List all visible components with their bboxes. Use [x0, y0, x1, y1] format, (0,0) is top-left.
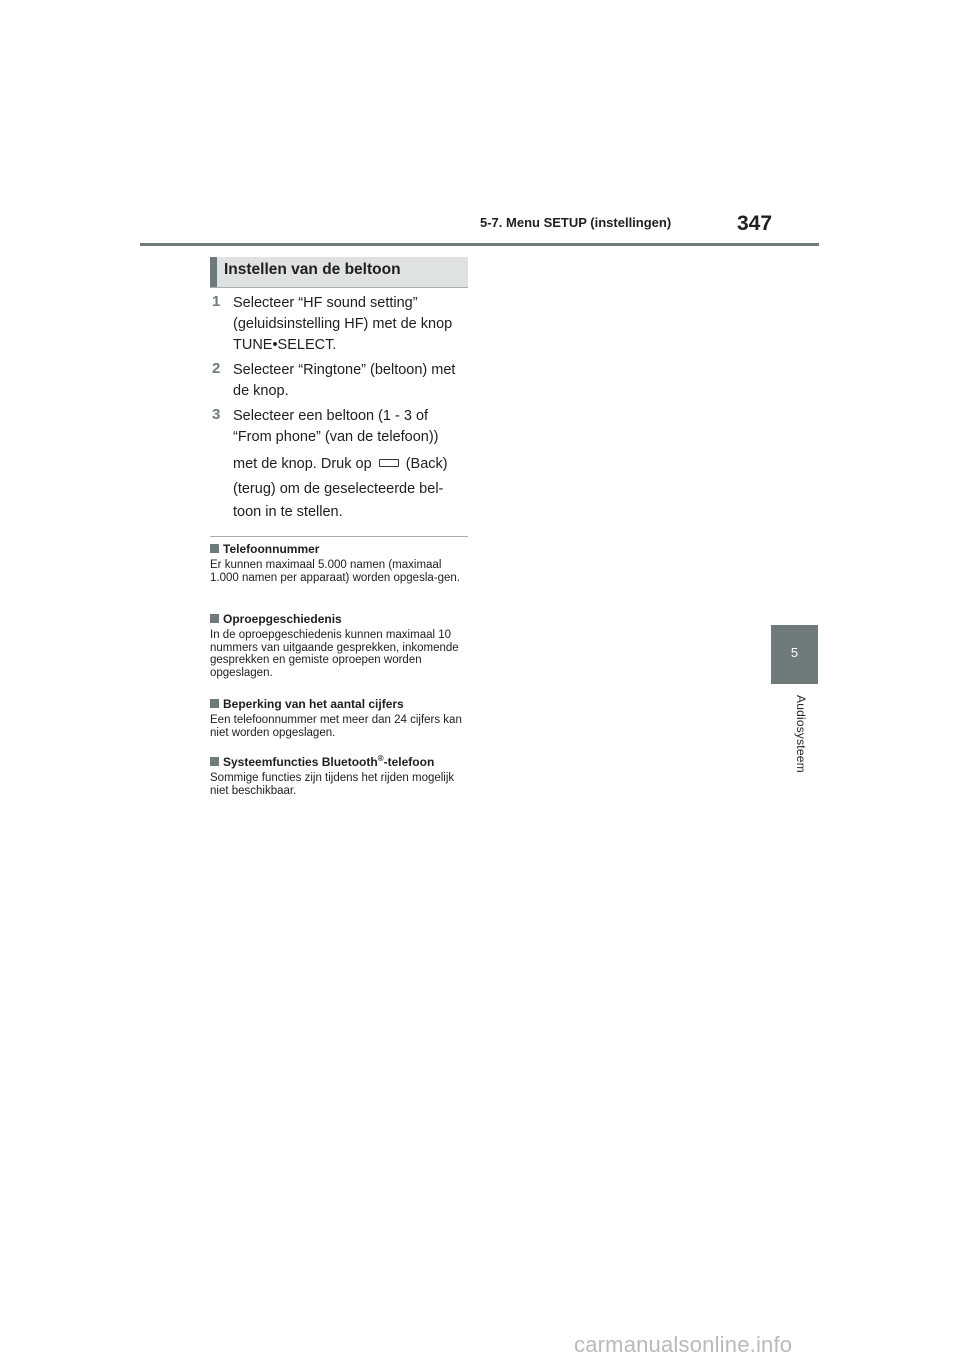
- header-divider: [140, 243, 819, 246]
- chapter-number: 5: [790, 645, 799, 660]
- step-line: Selecteer een beltoon (1 - 3 of: [233, 408, 429, 424]
- step-line: Selecteer “Ringtone” (beltoon) met: [233, 362, 456, 378]
- step-line: Selecteer “HF sound setting”: [233, 295, 418, 311]
- step-1: [212, 293, 472, 356]
- step-number: 3: [212, 406, 221, 423]
- note-title-suffix: -telefoon: [383, 755, 435, 769]
- chapter-label: Audiosysteem: [794, 695, 808, 773]
- section-heading: [210, 257, 468, 287]
- square-bullet-icon: [210, 757, 219, 766]
- note-beperking-cijfers: [210, 697, 472, 739]
- note-oproepgeschiedenis: [210, 612, 472, 679]
- note-body: Er kunnen maximaal 5.000 namen (maximaal 1.000 namen per apparaat) worden opgesla-gen.: [210, 559, 460, 584]
- square-bullet-icon: [210, 544, 219, 553]
- note-title: [210, 752, 472, 769]
- step-number: 2: [212, 360, 221, 377]
- step-line-before-icon: met de knop. Druk op: [233, 456, 372, 472]
- section-heading-title: Instellen van de beltoon: [224, 261, 401, 278]
- note-bluetooth: [210, 752, 472, 797]
- page-number: 347: [737, 212, 773, 235]
- square-bullet-icon: [210, 699, 219, 708]
- note-body: In de oproepgeschiedenis kunnen maximaal 10 nummers van uitgaande gesprekken, inkomende gesprekken en gemiste oproepen worden opgeslagen.: [210, 629, 459, 679]
- step-text: [233, 360, 472, 402]
- step-line: “From phone” (van de telefoon)): [233, 429, 439, 445]
- step-line-with-icon: [233, 454, 472, 475]
- step-line: toon in te stellen.: [233, 504, 343, 520]
- back-button-icon: [379, 459, 399, 467]
- square-bullet-icon: [210, 614, 219, 623]
- note-title: [210, 542, 472, 556]
- note-title: [210, 697, 472, 711]
- chapter-tab: [771, 625, 818, 684]
- step-text: [233, 293, 472, 356]
- step-text: [233, 406, 472, 523]
- note-body: Een telefoonnummer met meer dan 24 cijfers kan niet worden opgeslagen.: [210, 714, 462, 739]
- note-title-text: Beperking van het aantal cijfers: [223, 697, 404, 711]
- step-3: [212, 406, 472, 523]
- note-title-text: Telefoonnummer: [223, 542, 320, 556]
- step-line: TUNE•SELECT.: [233, 337, 337, 353]
- note-title-text: Systeemfuncties Bluetooth: [223, 755, 378, 769]
- step-line: (terug) om de geselecteerde bel-: [233, 481, 444, 497]
- note-title: [210, 612, 472, 626]
- note-title-text: Oproepgeschiedenis: [223, 612, 342, 626]
- step-line: (geluidsinstelling HF) met de knop: [233, 316, 453, 332]
- note-body: Sommige functies zijn tijdens het rijden mogelijk niet beschikbaar.: [210, 772, 455, 797]
- section-heading-underline: [210, 287, 468, 288]
- footer-watermark[interactable]: carmanualsonline.info: [574, 1332, 793, 1357]
- step-2: [212, 360, 472, 402]
- note-telefoonnummer: [210, 542, 472, 584]
- step-number: 1: [212, 293, 221, 310]
- page-header-section: 5-7. Menu SETUP (instellingen): [480, 215, 672, 230]
- notes-divider: [210, 536, 468, 537]
- step-line: de knop.: [233, 383, 289, 399]
- registered-mark: ®: [377, 754, 384, 763]
- step-line-after-icon: (Back): [405, 456, 448, 472]
